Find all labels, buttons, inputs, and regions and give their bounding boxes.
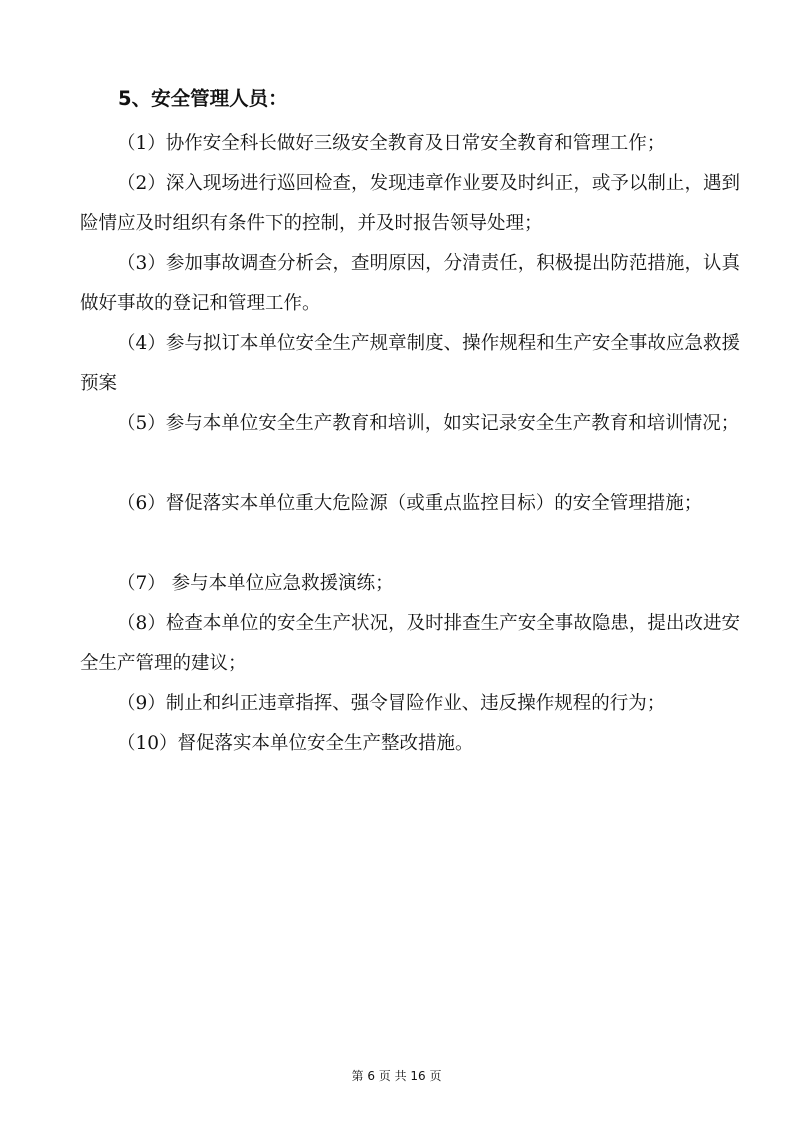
paragraph-3: （3）参加事故调查分析会，查明原因，分清责任，积极提出防范措施，认真做好事故的登记和管理工作。 xyxy=(80,253,740,314)
page-number-footer: 第 6 页 共 16 页 xyxy=(351,1069,442,1083)
paragraph-1: （1）协作安全科长做好三级安全教育及日常安全教育和管理工作； xyxy=(117,133,666,154)
paragraph-10: （10）督促落实本单位安全生产整改措施。 xyxy=(117,733,474,754)
paragraph-4: （4）参与拟订本单位安全生产规章制度、操作规程和生产安全事故应急救援预案 xyxy=(80,333,740,394)
paragraph-7: （7） 参与本单位应急救援演练； xyxy=(117,573,394,594)
paragraph-6: （6）督促落实本单位重大危险源（或重点监控目标）的安全管理措施； xyxy=(117,493,703,514)
paragraph-9: （9）制止和纠正违章指挥、强令冒险作业、违反操作规程的行为； xyxy=(117,693,666,714)
paragraph-8: （8）检查本单位的安全生产状况，及时排查生产安全事故隐患，提出改进安全生产管理的建议； xyxy=(80,613,740,674)
paragraph-5: （5）参与本单位安全生产教育和培训，如实记录安全生产教育和培训情况； xyxy=(117,413,740,434)
section-heading: 5、安全管理人员： xyxy=(118,87,288,110)
paragraph-2: （2）深入现场进行巡回检查，发现违章作业要及时纠正，或予以制止，遇到险情应及时组织有条件下的控制，并及时报告领导处理； xyxy=(80,173,740,234)
